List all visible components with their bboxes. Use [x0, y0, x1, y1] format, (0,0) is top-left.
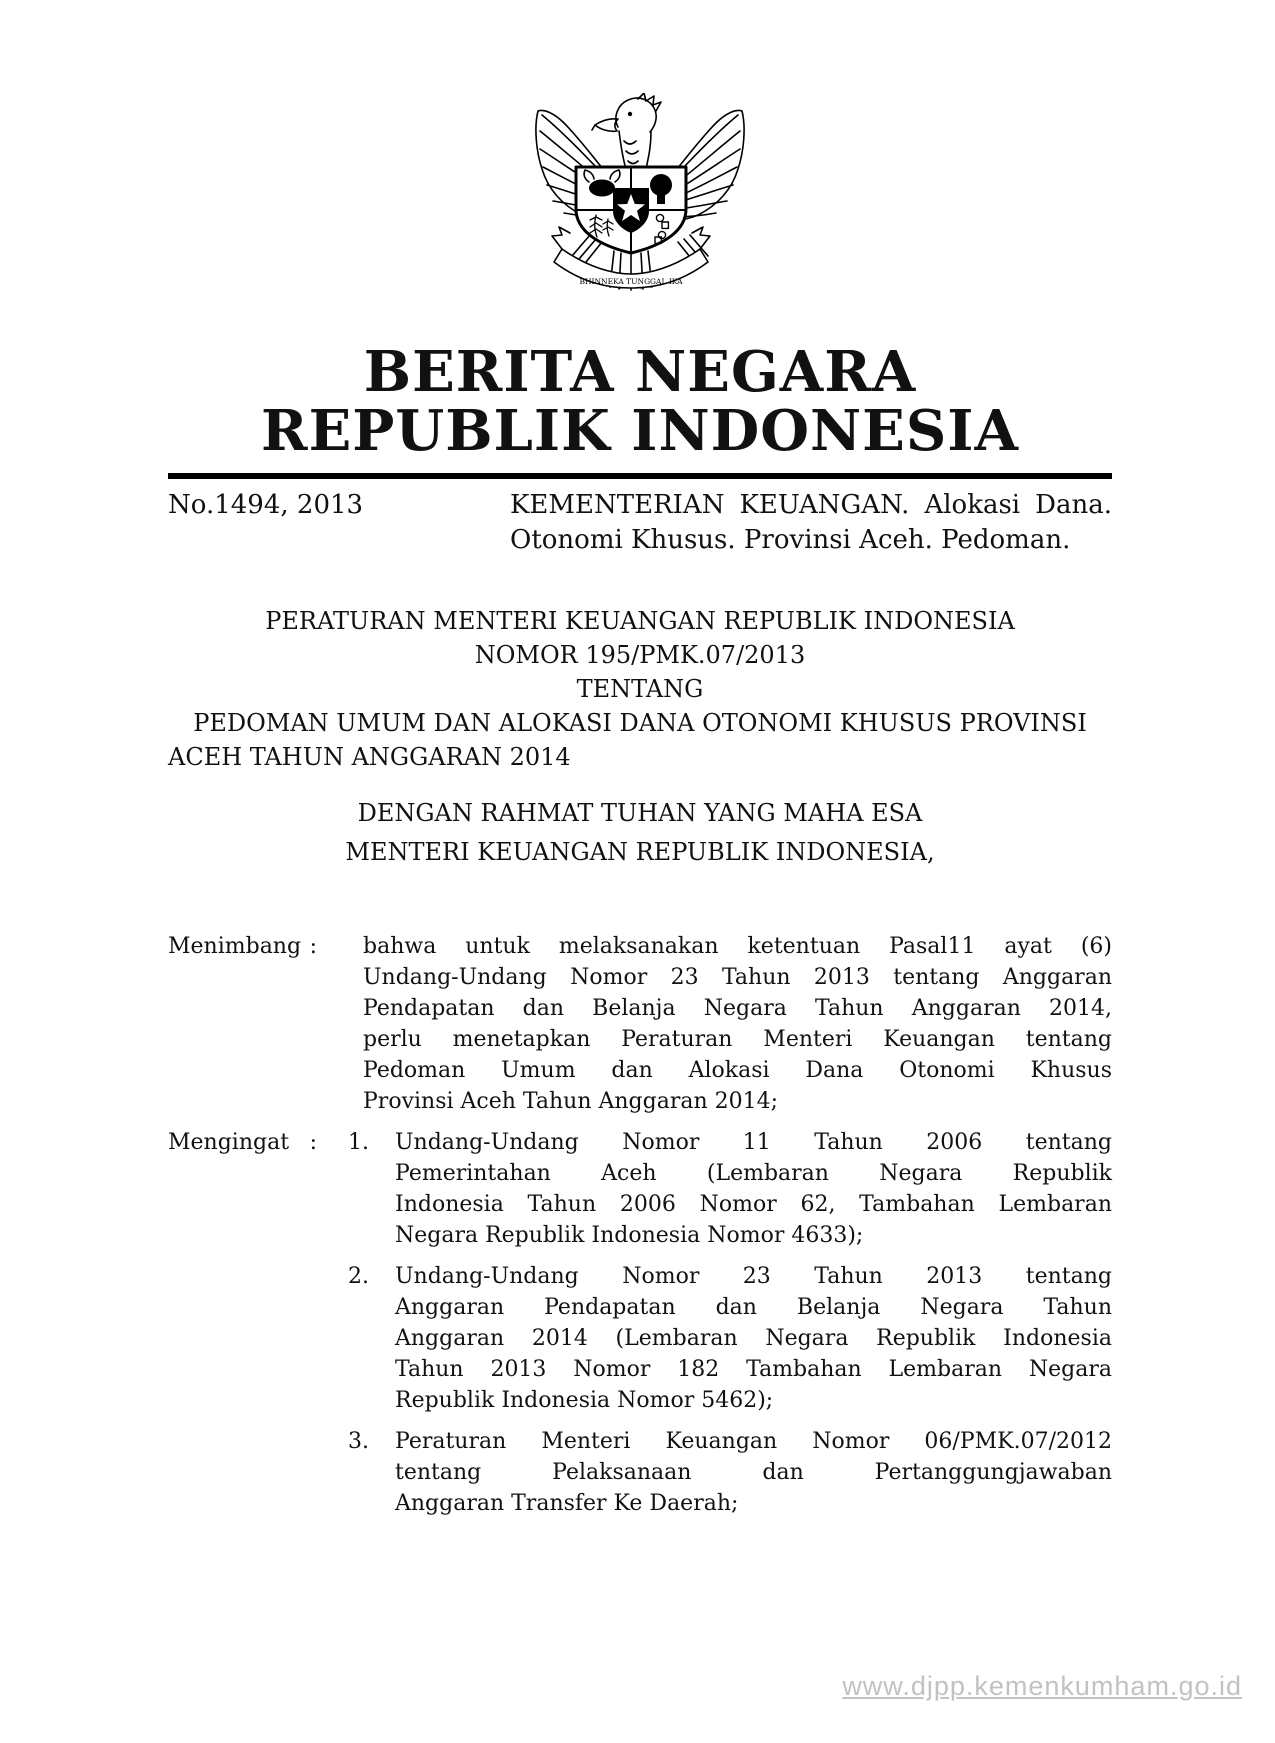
invocation-line: DENGAN RAHMAT TUHAN YANG MAHA ESA [357, 799, 923, 827]
clause-label-text: Mengingat [168, 1130, 290, 1155]
text-line: KEMENTERIAN KEUANGAN. Alokasi Dana. [510, 490, 1112, 520]
text-line: ACEH TAHUN ANGGARAN 2014 [168, 743, 571, 771]
masthead-line-1: BERITA NEGARA [363, 339, 917, 405]
text-line: Pemerintahan Aceh (Lembaran Negara Republik [395, 1161, 1112, 1186]
legal-basis-item [348, 1127, 1112, 1251]
text-line: Undang-Undang Nomor 23 Tahun 2013 tentang Anggaran [363, 965, 1112, 990]
authority-line: MENTERI KEUANGAN REPUBLIK INDONESIA, [345, 838, 935, 866]
clause-menimbang [168, 931, 1112, 1117]
text-line: TENTANG [576, 675, 704, 703]
text-line: Anggaran Pendapatan dan Belanja Negara Tahun [395, 1295, 1112, 1320]
masthead-divider-rule [168, 473, 1112, 479]
gazette-meta [168, 488, 1112, 558]
eagle-head-icon [592, 93, 661, 169]
text-line: tentang Pelaksanaan dan Pertanggungjawaban [395, 1460, 1112, 1485]
legal-basis-item [348, 1426, 1112, 1519]
text-line: Undang-Undang Nomor 11 Tahun 2006 tentang [395, 1130, 1112, 1155]
garuda-pancasila-emblem [534, 93, 746, 295]
list-item-text [395, 1261, 1112, 1416]
list-item-number: 3. [348, 1429, 369, 1454]
text-line: Undang-Undang Nomor 23 Tahun 2013 tentang [395, 1264, 1112, 1289]
text-line: Anggaran Transfer Ke Daerah; [395, 1491, 739, 1516]
text-line: PERATURAN MENTERI KEUANGAN REPUBLIK INDONESIA [265, 607, 1015, 635]
text-line: Tahun 2013 Nomor 182 Tambahan Lembaran Negara [395, 1357, 1112, 1382]
legal-basis-item [348, 1261, 1112, 1416]
motto-text: BHINNEKA TUNGGAL IKA [579, 277, 683, 286]
text-line: bahwa untuk melaksanakan ketentuan Pasal11 ayat (6) [363, 934, 1112, 959]
text-line: NOMOR 195/PMK.07/2013 [474, 641, 806, 669]
clause-menimbang-body [363, 931, 1112, 1117]
clause-label-colon: : [309, 1130, 317, 1155]
text-line: Indonesia Tahun 2006 Nomor 62, Tambahan Lembaran [395, 1192, 1112, 1217]
clause-mengingat [168, 1127, 1112, 1519]
text-line: perlu menetapkan Peraturan Menteri Keuangan tentang [363, 1027, 1112, 1052]
text-line: Pendapatan dan Belanja Negara Tahun Anggaran 2014, [363, 996, 1112, 1021]
text-line: Republik Indonesia Nomor 5462); [395, 1388, 774, 1413]
regulation-title [168, 604, 1112, 774]
text-line: Anggaran 2014 (Lembaran Negara Republik Indonesia [395, 1326, 1112, 1351]
text-line: PEDOMAN UMUM DAN ALOKASI DANA OTONOMI KHUSUS PROVINSI [193, 709, 1087, 737]
pancasila-shield-icon [576, 167, 686, 253]
text-line: Pedoman Umum dan Alokasi Dana Otonomi Khusus [363, 1058, 1112, 1083]
text-line: Negara Republik Indonesia Nomor 4633); [395, 1223, 864, 1248]
list-item-number: 2. [348, 1264, 369, 1289]
watermark-url: www.djpp.kemenkumham.go.id [842, 1671, 1242, 1701]
gazette-subject [510, 488, 1112, 558]
list-item-text [395, 1426, 1112, 1519]
preamble-clauses [168, 931, 1112, 1519]
text-line: Provinsi Aceh Tahun Anggaran 2014; [363, 1089, 779, 1114]
clause-label-colon: : [309, 934, 317, 959]
gazette-number: No.1494, 2013 [168, 490, 364, 520]
clause-mengingat-label [168, 1127, 317, 1158]
clause-menimbang-label [168, 931, 317, 962]
text-line: Otonomi Khusus. Provinsi Aceh. Pedoman. [510, 525, 1071, 555]
list-item-number: 1. [348, 1130, 369, 1155]
masthead-line-2: REPUBLIK INDONESIA [261, 398, 1019, 464]
list-item-text [395, 1127, 1112, 1251]
masthead [168, 339, 1112, 464]
clause-label-text: Menimbang [168, 934, 302, 959]
text-line: Peraturan Menteri Keuangan Nomor 06/PMK.07/2012 [395, 1429, 1112, 1454]
clause-mengingat-body [348, 1127, 1112, 1519]
gazette-page [0, 93, 1275, 1519]
